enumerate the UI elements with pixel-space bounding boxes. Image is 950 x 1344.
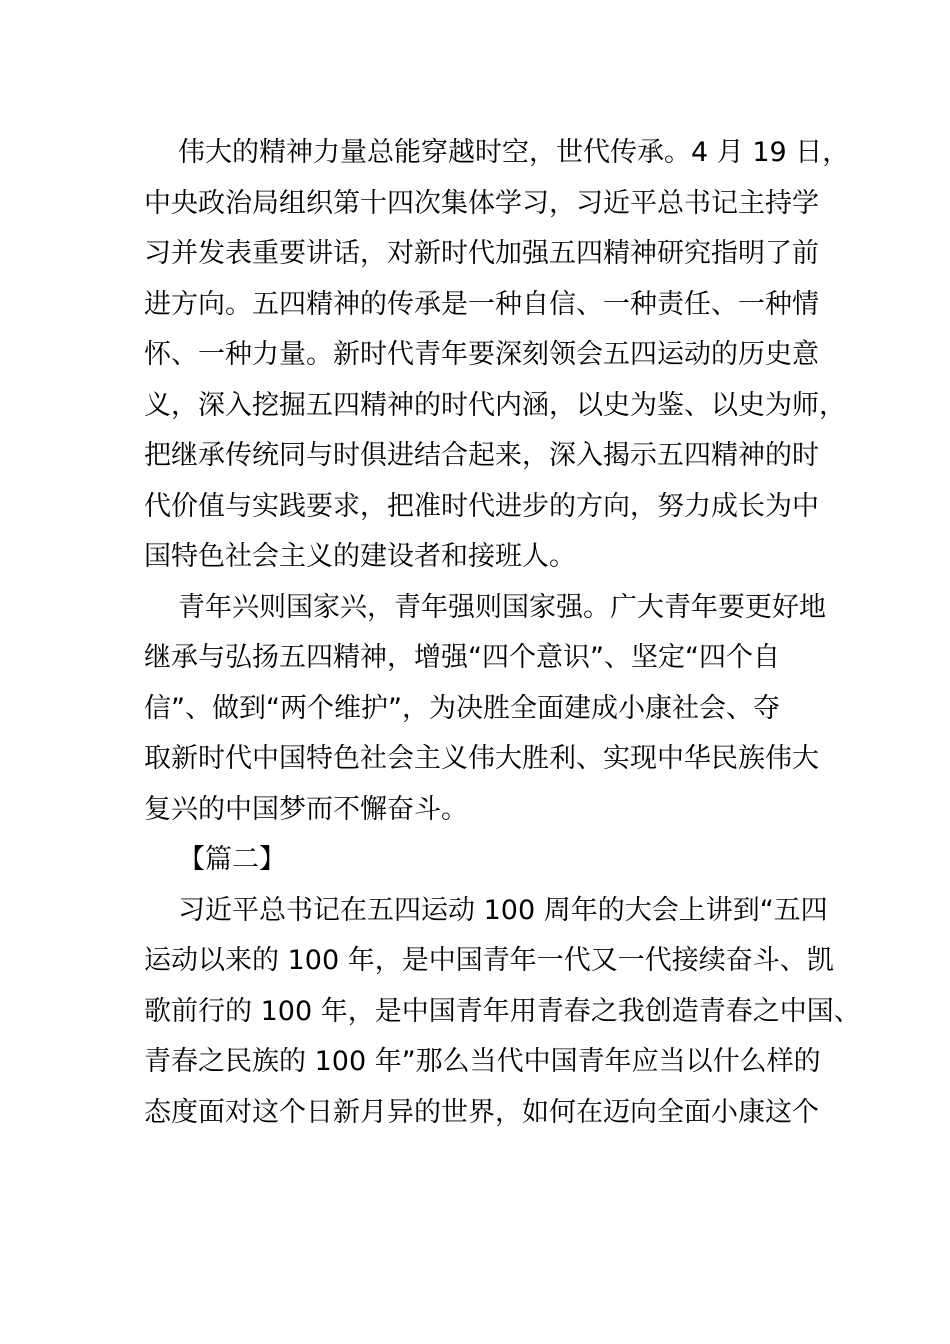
paragraph-line: 伟大的精神力量总能穿越时空，世代传承。4 月 19 日， [178, 137, 850, 168]
paragraph-line: 取新时代中国特色社会主义伟大胜利、实现中华民族伟大 [144, 743, 819, 774]
section-heading-block [144, 835, 804, 886]
paragraph-line: 运动以来的 100 年，是中国青年一代又一代接续奋斗、凯 [144, 945, 834, 976]
paragraph-line: 继承与弘扬五四精神，增强“四个意识”、坚定“四个自 [144, 642, 780, 673]
paragraph-line: 复兴的中国梦而不懈奋斗。 [144, 793, 468, 825]
paragraph-line: 代价值与实践要求，把准时代进步的方向，努力成长为中 [144, 490, 819, 522]
paragraph-line: 国特色社会主义的建设者和接班人。 [144, 541, 576, 572]
paragraph-line: 态度面对这个日新月异的世界，如何在迈向全面小康这个 [144, 1096, 819, 1128]
paragraph-1 [144, 128, 850, 583]
paragraph-line: 义，深入挖掘五四精神的时代内涵，以史为鉴、以史为师， [144, 389, 846, 421]
paragraph-line: 中央政治局组织第十四次集体学习，习近平总书记主持学 [144, 187, 819, 219]
paragraph-line: 习并发表重要讲话，对新时代加强五四精神研究指明了前 [144, 238, 819, 269]
section-heading: 【篇二】 [178, 844, 286, 875]
paragraph-line: 习近平总书记在五四运动 100 周年的大会上讲到“五四 [178, 894, 828, 926]
paragraph-line: 把继承传统同与时俱进结合起来，深入揭示五四精神的时 [144, 440, 819, 471]
paragraph-line: 进方向。五四精神的传承是一种自信、一种责任、一种情 [144, 288, 819, 320]
paragraph-line: 怀、一种力量。新时代青年要深刻领会五四运动的历史意 [144, 339, 819, 370]
paragraph-line: 青春之民族的 100 年”那么当代中国青年应当以什么样的 [144, 1046, 821, 1077]
paragraph-line: 青年兴则国家兴，青年强则国家强。广大青年要更好地 [178, 591, 826, 623]
paragraph-3 [144, 886, 861, 1139]
paragraph-line: 歌前行的 100 年，是中国青年用青春之我创造青春之中国、 [144, 995, 861, 1027]
paragraph-line: 信”、做到“两个维护”，为决胜全面建成小康社会、夺 [144, 692, 780, 724]
document-body [144, 128, 861, 1138]
paragraph-2 [144, 583, 826, 836]
